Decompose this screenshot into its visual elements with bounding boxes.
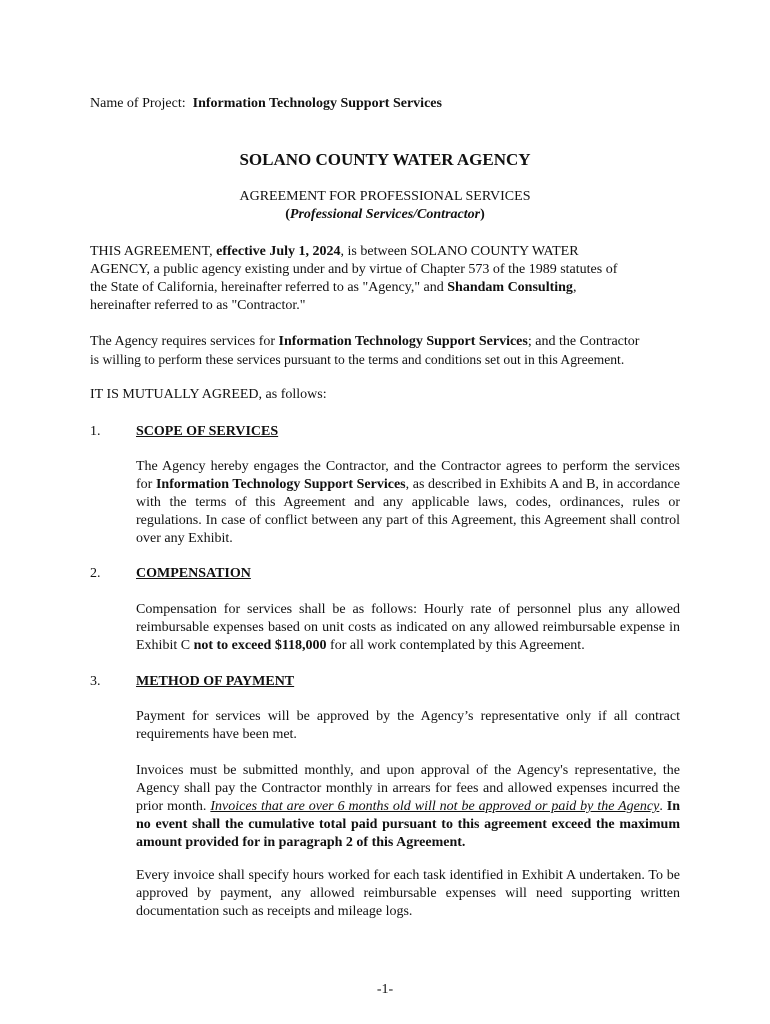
section-2-text: for all work contemplated by this Agreement. — [326, 638, 585, 653]
section-3-text: Invoices must be submitted monthly, and upon approval of the Agency's representative, the Agency shall pay the Contractor monthly in arrears for fees and allowed expenses incurred the prior month. — [136, 763, 680, 814]
contractor-name: Shandam Consulting — [447, 280, 573, 295]
section-3-text: . — [659, 799, 667, 814]
intro-text: THIS AGREEMENT, — [90, 244, 217, 259]
intro-text: , is between SOLANO COUNTY WATER — [340, 244, 579, 259]
agreement-type-text: Professional Services/Contractor — [289, 207, 481, 222]
project-label: Name of Project: — [90, 96, 186, 111]
paren-open: ( — [285, 207, 290, 222]
section-2-text: Compensation for services shall be as follows: Hourly rate of personnel plus any allowed reimbursable expenses based on unit costs as indicated on any allowed reimbursable expense in Exhibit C — [136, 602, 680, 653]
mutual-agreement: IT IS MUTUALLY AGREED, as follows: — [90, 387, 327, 402]
section-3-number: 3. — [90, 674, 101, 689]
section-2-number: 2. — [90, 566, 101, 581]
section-3-paragraph-1: Payment for services will be approved by the Agency’s representative only if all contract requirements have been met. — [136, 709, 680, 742]
intro-text: , — [572, 280, 577, 295]
requires-line-2: is willing to perform these services pursuant to the terms and conditions set out in this Agreement. — [90, 352, 625, 367]
section-1-text: , as described in Exhibits A and B, in accordance with the terms of this Agreement and any applicable laws, codes, ordinances, rules or regulations. In case of conflict between any part of this Agreement, this Agreement shall control over any Exhibit. — [136, 477, 680, 546]
intro-line-1 — [90, 243, 579, 261]
compensation-limit: not to exceed $118,000 — [193, 638, 327, 653]
section-1-service: Information Technology Support Services — [155, 477, 406, 492]
section-1-body — [136, 458, 680, 548]
document-title: SOLANO COUNTY WATER AGENCY — [239, 150, 531, 169]
section-2-body — [136, 601, 680, 655]
requires-text: ; and the Contractor — [527, 334, 640, 349]
agreement-subtitle: AGREEMENT FOR PROFESSIONAL SERVICES — [239, 189, 531, 204]
payment-cap-notice: In no event shall the cumulative total paid pursuant to this agreement exceed the maximum amount provided for in paragraph 2 of this Agreement. — [136, 799, 681, 850]
section-1-number: 1. — [90, 424, 101, 439]
section-1-heading: SCOPE OF SERVICES — [136, 424, 279, 439]
intro-line-4: hereinafter referred to as "Contractor." — [90, 298, 306, 313]
section-3-paragraph-2 — [136, 762, 680, 852]
intro-text: the State of California, hereinafter referred to as "Agency," and — [90, 280, 448, 295]
section-3-paragraph-3: Every invoice shall specify hours worked for each task identified in Exhibit A undertaken. To be approved by payment, any allowed reimbursable expenses will need supporting written documentation such as receipts and mileage logs. — [136, 868, 680, 919]
intro-line-3 — [90, 279, 576, 297]
section-3-heading: METHOD OF PAYMENT — [136, 674, 295, 689]
requires-line-1 — [90, 333, 639, 351]
requires-text: The Agency requires services for — [90, 334, 279, 349]
intro-line-2: AGENCY, a public agency existing under and by virtue of Chapter 573 of the 1989 statutes of — [90, 262, 618, 277]
invoice-age-notice: Invoices that are over 6 months old will not be approved or paid by the Agency — [210, 799, 660, 814]
section-2-heading: COMPENSATION — [136, 566, 251, 581]
agreement-type — [0, 207, 770, 223]
page-number: -1- — [376, 982, 394, 997]
service-name: Information Technology Support Services — [278, 334, 528, 349]
project-name: Information Technology Support Services — [192, 96, 442, 111]
section-1-text: The Agency hereby engages the Contractor, and the Contractor agrees to perform the services for — [136, 459, 680, 492]
project-line — [90, 95, 442, 113]
effective-date: effective July 1, 2024 — [216, 244, 341, 259]
paren-close: ) — [480, 207, 485, 222]
